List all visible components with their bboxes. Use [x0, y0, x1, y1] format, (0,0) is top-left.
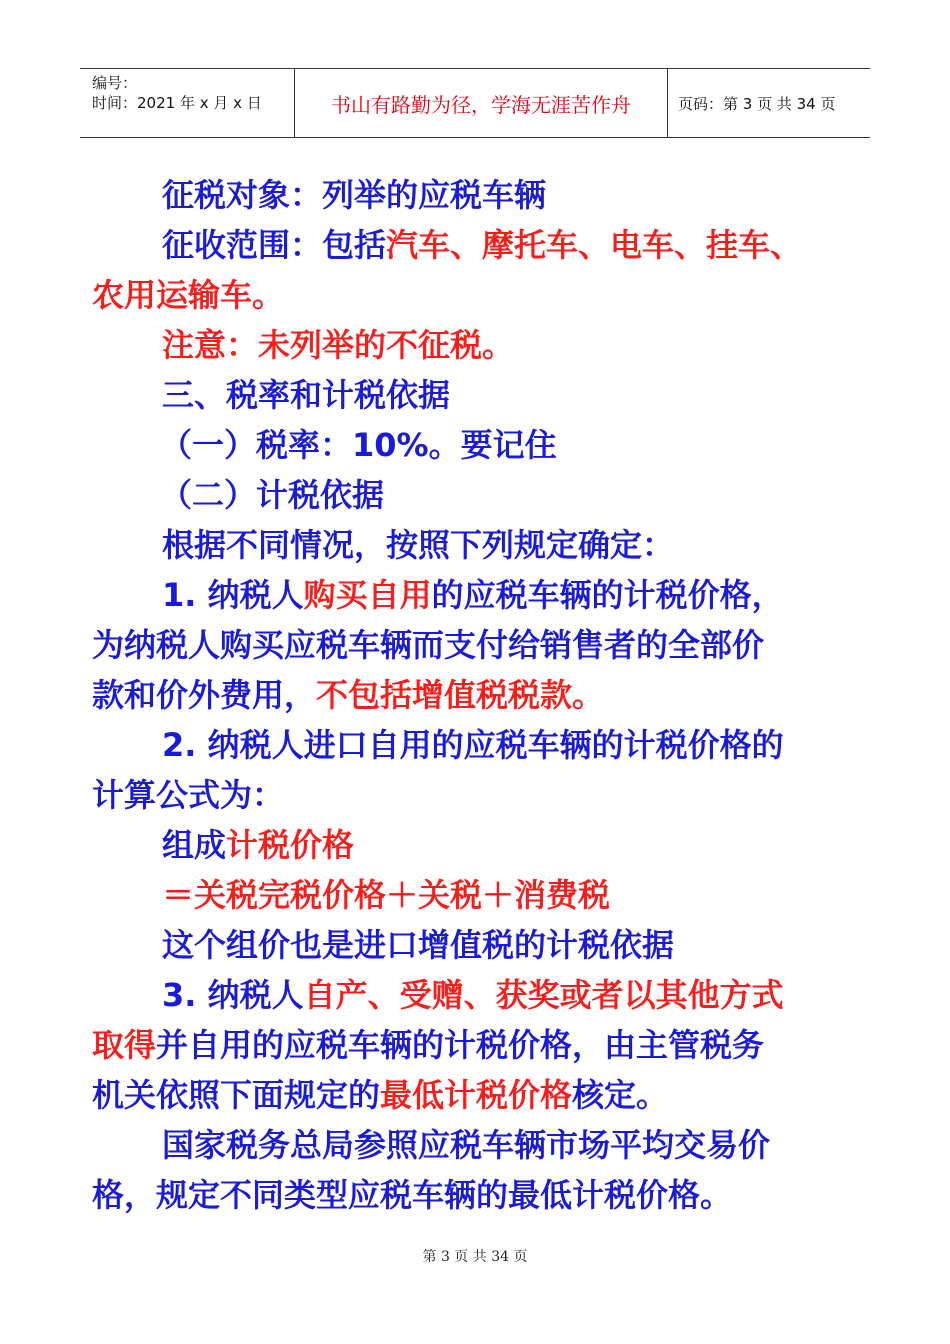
text-line: 征收范围：包括汽车、摩托车、电车、挂车、	[162, 226, 803, 264]
formula-line: ＝关税完税价格＋关税＋消费税	[162, 876, 611, 914]
text-line: 根据不同情况，按照下列规定确定：	[162, 526, 675, 564]
text-line: 取得并自用的应税车辆的计税价格，由主管税务	[92, 1026, 765, 1064]
text-line: 机关依照下面规定的最低计税价格核定。	[92, 1076, 669, 1114]
page-footer-text: 第 3 页 共 34 页	[422, 1249, 528, 1265]
page-info-text: 页码：第 3 页 共 34 页	[678, 94, 836, 113]
text-line: 这个组价也是进口增值税的计税依据	[162, 926, 675, 964]
text-line: 征税对象：列举的应税车辆	[162, 176, 547, 214]
text-line: 国家税务总局参照应税车辆市场平均交易价	[162, 1126, 771, 1164]
page-footer	[0, 1246, 950, 1266]
text-line: 为纳税人购买应税车辆而支付给销售者的全部价	[92, 626, 765, 664]
motto-text: 书山有路勤为径，学海无涯苦作舟	[331, 92, 631, 117]
text-line: 3. 纳税人自产、受赠、获奖或者以其他方式	[162, 976, 784, 1014]
subsection-heading: （二）计税依据	[160, 476, 385, 514]
formula-line: 组成计税价格	[162, 826, 355, 864]
header-meta	[80, 69, 294, 137]
text-line: 格，规定不同类型应税车辆的最低计税价格。	[92, 1176, 733, 1214]
document-header	[80, 68, 870, 138]
text-line: 款和价外费用，不包括增值税税款。	[92, 676, 605, 714]
number-label: 编号：	[92, 74, 138, 92]
text-line: 注意：未列举的不征税。	[162, 326, 515, 364]
section-heading: 三、税率和计税依据	[162, 376, 451, 414]
text-line: 2. 纳税人进口自用的应税车辆的计税价格的	[162, 726, 784, 764]
text-line: 1. 纳税人购买自用的应税车辆的计税价格，	[162, 576, 784, 614]
text-line: 计算公式为：	[92, 776, 285, 814]
header-motto	[294, 69, 668, 137]
text-line: 农用运输车。	[92, 276, 285, 314]
header-page-info	[668, 69, 870, 137]
time-label: 时间：2021 年 x 月 x 日	[92, 94, 262, 112]
subsection-heading: （一）税率：10%。要记住	[160, 426, 557, 464]
